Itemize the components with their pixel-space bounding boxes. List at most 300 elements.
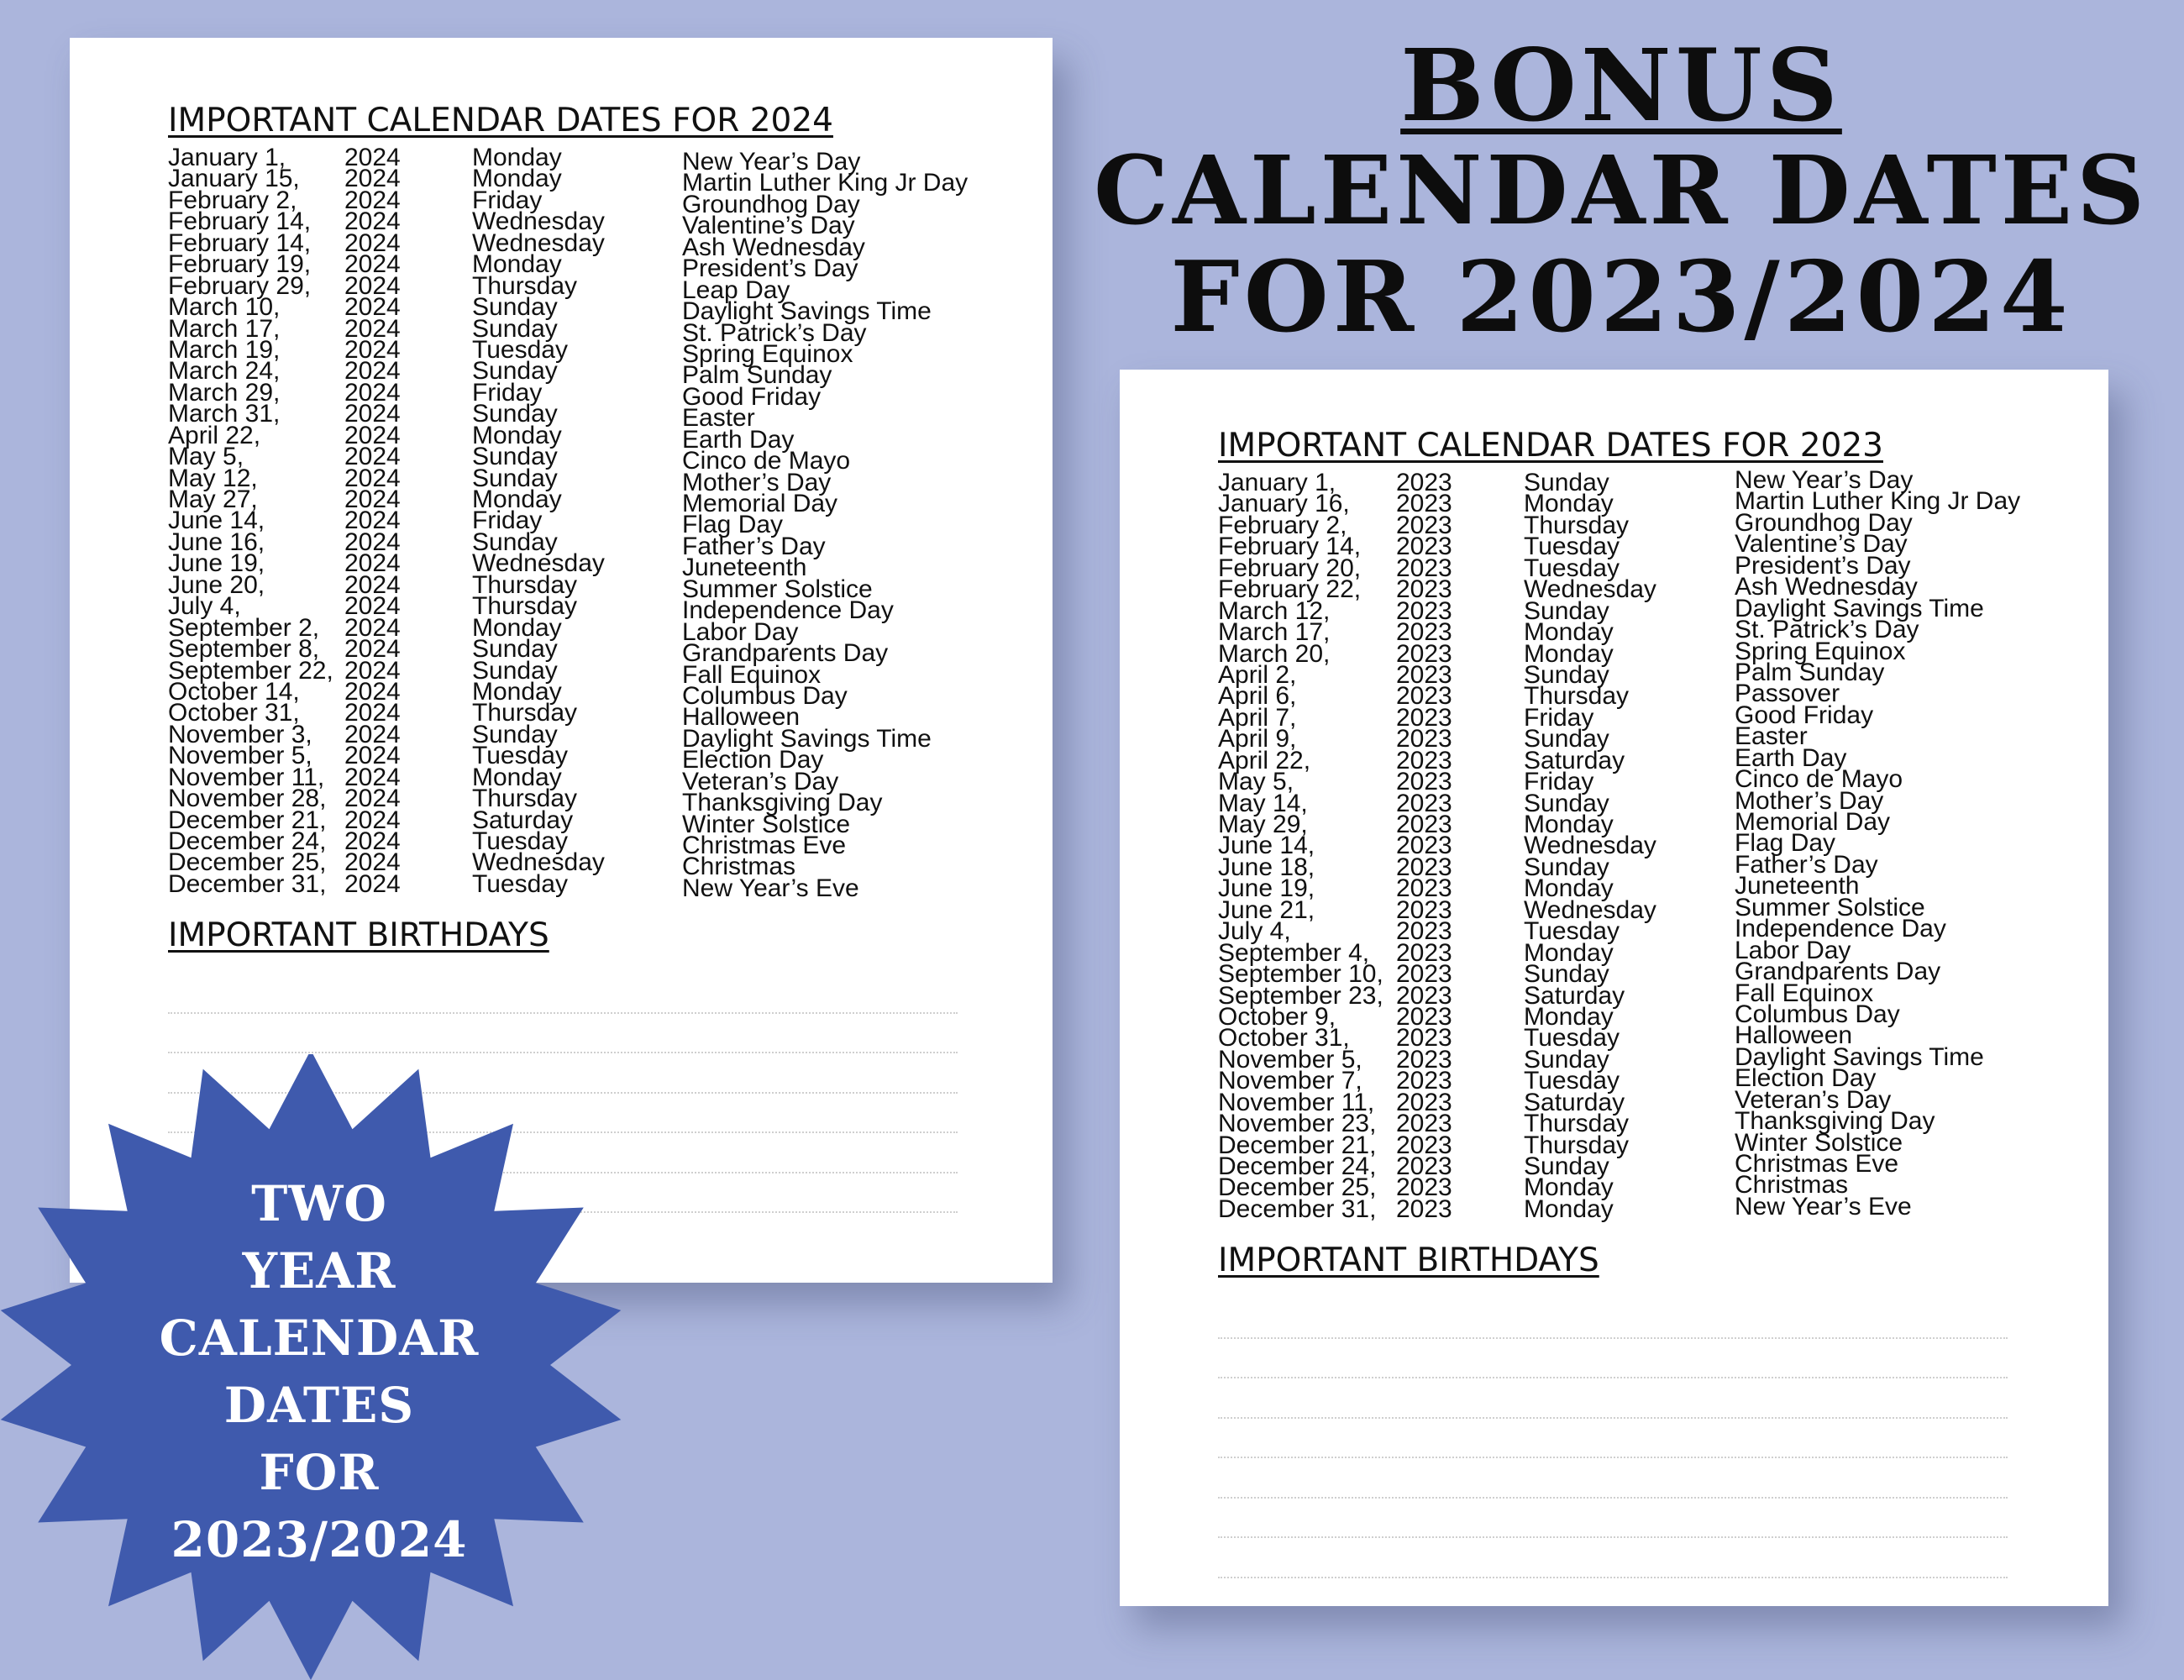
weekday-cell: Sunday [472,293,558,322]
table-row [168,443,1008,475]
holiday-cell: Daylight Savings Time [682,724,932,753]
blank-line [1218,1339,2008,1379]
year-cell: 2023 [1396,917,1452,946]
holiday-cell: Good Friday [682,382,822,411]
holiday-cell: Easter [682,404,755,433]
year-cell: 2023 [1396,725,1452,753]
table-row [168,293,1008,326]
headline-line-3: FOR 2023/2024 [1170,240,2072,354]
weekday-cell: Sunday [472,443,558,471]
table-row [1218,658,2058,689]
date-cell: December 21, [1218,1131,1377,1159]
date-cell: December 24, [1218,1152,1377,1180]
birthdays-title: IMPORTANT BIRTHDAYS [168,916,549,955]
table-row [168,486,1008,517]
weekday-cell: Wednesday [1524,832,1656,860]
year-cell: 2023 [1396,1088,1452,1116]
table-row [168,464,1008,496]
dates-table [1218,466,2058,1223]
holiday-cell: Grandparents Day [1735,958,1941,986]
holiday-cell: Cinco de Mayo [1735,765,1903,794]
year-cell: 2023 [1396,811,1452,838]
badge-line: YEAR [242,1242,396,1299]
weekday-cell: Tuesday [472,335,568,364]
date-cell: October 9, [1218,1002,1336,1031]
date-cell: November 28, [168,785,327,813]
date-cell: November 23, [1218,1110,1377,1138]
weekday-cell: Sunday [472,528,558,556]
holiday-cell: New Year’s Eve [682,874,859,902]
year-cell: 2024 [344,421,401,449]
date-cell: May 12, [168,464,258,492]
date-cell: March 31, [168,400,281,428]
holiday-cell: Grandparents Day [682,639,889,668]
birthdays-title: IMPORTANT BIRTHDAYS [1218,1242,1599,1280]
weekday-cell: Sunday [1524,1045,1609,1074]
year-cell: 2024 [344,335,401,364]
calendar-page-2023 [1120,370,2108,1606]
weekday-cell: Sunday [1524,596,1609,625]
weekday-cell: Tuesday [472,869,568,898]
year-cell: 2023 [1396,639,1452,668]
date-cell: March 20, [1218,639,1331,668]
holiday-cell: Earth Day [682,425,795,454]
weekday-cell: Tuesday [472,827,568,855]
year-cell: 2023 [1396,1045,1452,1074]
weekday-cell: Monday [472,421,562,449]
date-cell: April 22, [1218,746,1311,774]
holiday-cell: Groundhog Day [682,190,860,218]
table-row [1218,616,2058,647]
page-title: IMPORTANT CALENDAR DATES FOR 2024 [168,102,833,139]
date-cell: June 21, [1218,895,1315,924]
year-cell: 2024 [344,400,401,428]
date-cell: January 1, [168,144,286,171]
holiday-cell: President’s Day [1735,551,1911,580]
holiday-cell: Valentine’s Day [1735,530,1908,559]
holiday-cell: Christmas [1735,1171,1849,1200]
year-cell: 2023 [1396,832,1452,860]
year-cell: 2023 [1396,618,1452,647]
year-cell: 2024 [344,869,401,898]
weekday-cell: Thursday [472,785,578,813]
table-row [1218,722,2058,753]
weekday-cell: Monday [1524,938,1614,967]
holiday-cell: Election Day [682,746,824,774]
year-cell: 2023 [1396,490,1452,518]
year-cell: 2024 [344,486,401,513]
weekday-cell: Sunday [1524,660,1609,689]
table-row [168,570,1008,603]
date-cell: November 5, [168,742,312,770]
year-cell: 2023 [1396,1024,1452,1053]
date-cell: October 31, [1218,1024,1350,1053]
holiday-cell: St. Patrick’s Day [1735,616,1919,644]
holiday-cell: Easter [1735,722,1808,751]
table-row [168,357,1008,390]
badge-line: CALENDAR [159,1310,480,1367]
weekday-cell: Thursday [472,592,578,621]
year-cell: 2024 [344,250,401,279]
blank-line [1218,1299,2008,1339]
weekday-cell: Sunday [1524,725,1609,753]
holiday-cell: Christmas Eve [682,832,847,859]
date-cell: February 2, [168,186,297,214]
holiday-cell: Columbus Day [682,681,848,710]
year-cell: 2023 [1396,895,1452,924]
date-cell: February 14, [168,228,312,257]
holiday-cell: Christmas [682,853,796,881]
holiday-cell: Martin Luther King Jr Day [682,169,969,197]
year-cell: 2024 [344,186,401,214]
weekday-cell: Saturday [1524,746,1625,774]
year-cell: 2023 [1396,682,1452,711]
table-row [1218,1192,2058,1223]
year-cell: 2024 [344,144,401,171]
weekday-cell: Monday [472,250,562,279]
date-cell: November 11, [168,763,325,791]
date-cell: March 29, [168,378,281,407]
holiday-cell: Ash Wednesday [682,233,865,261]
weekday-cell: Monday [472,677,562,706]
date-cell: March 17, [1218,618,1331,647]
table-row [168,549,1008,582]
date-cell: March 19, [168,335,281,364]
weekday-cell: Wednesday [472,228,605,257]
year-cell: 2024 [344,613,401,642]
blank-line [1218,1538,2008,1578]
weekday-cell: Thursday [472,570,578,599]
year-cell: 2023 [1396,1110,1452,1138]
date-cell: April 6, [1218,682,1297,711]
weekday-cell: Sunday [1524,1152,1609,1180]
date-cell: June 14, [168,507,265,535]
weekday-cell: Monday [472,165,562,193]
holiday-cell: Veteran’s Day [682,767,839,795]
weekday-cell: Monday [1524,618,1614,647]
holiday-cell: Independence Day [1735,915,1946,943]
holiday-cell: Palm Sunday [682,361,832,390]
year-cell: 2023 [1396,874,1452,903]
date-cell: September 4, [1218,938,1370,967]
date-cell: December 25, [1218,1173,1377,1202]
holiday-cell: Juneteenth [682,554,807,582]
holiday-cell: Ash Wednesday [1735,573,1918,601]
dates-table [168,144,1008,902]
year-cell: 2024 [344,806,401,834]
holiday-cell: Thanksgiving Day [682,789,883,817]
holiday-cell: St. Patrick’s Day [682,318,867,347]
date-cell: April 22, [168,421,261,449]
year-cell: 2023 [1396,575,1452,604]
holiday-cell: New Year’s Day [1735,466,1914,494]
two-year-badge [0,1054,638,1680]
holiday-cell: Daylight Savings Time [682,297,932,326]
holiday-cell: Halloween [1735,1021,1853,1050]
weekday-cell: Sunday [472,656,558,685]
date-cell: May 27, [168,486,258,513]
weekday-cell: Sunday [472,314,558,343]
date-cell: April 9, [1218,725,1297,753]
year-cell: 2023 [1396,746,1452,774]
holiday-cell: Fall Equinox [1735,979,1874,1007]
bonus-headline [1092,27,2150,354]
weekday-cell: Thursday [1524,1131,1630,1159]
date-cell: April 7, [1218,703,1297,732]
year-cell: 2023 [1396,554,1452,582]
date-cell: November 7, [1218,1067,1362,1095]
date-cell: December 31, [168,869,327,898]
holiday-cell: Election Day [1735,1064,1877,1093]
date-cell: July 4, [168,592,241,621]
year-cell: 2023 [1396,1173,1452,1202]
weekday-cell: Sunday [472,720,558,748]
weekday-cell: Sunday [1524,960,1609,989]
holiday-cell: Passover [1735,680,1840,708]
holiday-cell: Columbus Day [1735,1000,1900,1028]
weekday-cell: Thursday [472,271,578,300]
weekday-cell: Thursday [1524,511,1630,539]
year-cell: 2024 [344,570,401,599]
date-cell: June 19, [1218,874,1315,903]
table-row [1218,850,2058,881]
holiday-cell: Groundhog Day [1735,508,1913,537]
date-cell: March 24, [168,357,281,386]
date-cell: September 2, [168,613,320,642]
date-cell: May 14, [1218,789,1308,817]
headline-line-2: CALENDAR DATES [1093,136,2150,246]
table-row [168,507,1008,539]
date-cell: May 5, [1218,768,1294,796]
weekday-cell: Wednesday [472,549,605,578]
holiday-cell: Father’s Day [1735,850,1878,879]
date-cell: June 18, [1218,853,1315,881]
headline-line-1: BONUS [1400,27,1842,144]
weekday-cell: Thursday [472,699,578,727]
holiday-cell: Valentine’s Day [682,212,855,240]
holiday-cell: Leap Day [682,276,790,304]
badge-line: 2023/2024 [171,1511,468,1568]
weekday-cell: Tuesday [1524,917,1620,946]
date-cell: June 20, [168,570,265,599]
weekday-cell: Saturday [472,806,574,834]
date-cell: January 15, [168,165,300,193]
year-cell: 2024 [344,827,401,855]
holiday-cell: Winter Solstice [1735,1128,1903,1157]
date-cell: September 8, [168,635,320,664]
date-cell: June 14, [1218,832,1315,860]
holiday-cell: Spring Equinox [682,339,853,368]
holiday-cell: Summer Solstice [682,575,873,603]
year-cell: 2024 [344,378,401,407]
blank-line [1218,1419,2008,1459]
date-cell: May 29, [1218,811,1308,838]
date-cell: February 14, [1218,533,1362,561]
year-cell: 2023 [1396,853,1452,881]
weekday-cell: Sunday [1524,789,1609,817]
weekday-cell: Monday [472,613,562,642]
date-cell: September 10, [1218,960,1383,989]
year-cell: 2023 [1396,511,1452,539]
date-cell: February 22, [1218,575,1362,604]
year-cell: 2024 [344,848,401,877]
holiday-cell: Daylight Savings Time [1735,1042,1984,1071]
table-row [168,271,1008,304]
table-row [1218,765,2058,796]
weekday-cell: Monday [472,144,562,171]
date-cell: February 14, [168,207,312,236]
table-row [168,869,1008,902]
date-cell: June 19, [168,549,265,578]
year-cell: 2023 [1396,1131,1452,1159]
year-cell: 2024 [344,357,401,386]
holiday-cell: Thanksgiving Day [1735,1107,1935,1136]
date-cell: September 22, [168,656,333,685]
year-cell: 2023 [1396,960,1452,989]
weekday-cell: Tuesday [1524,533,1620,561]
year-cell: 2024 [344,656,401,685]
year-cell: 2023 [1396,1002,1452,1031]
table-row [1218,979,2058,1010]
holiday-cell: New Year’s Eve [1735,1192,1912,1221]
year-cell: 2024 [344,464,401,492]
weekday-cell: Sunday [472,464,558,492]
weekday-cell: Sunday [1524,853,1609,881]
holiday-cell: Memorial Day [1735,808,1891,836]
date-cell: November 3, [168,720,312,748]
weekday-cell: Sunday [1524,469,1609,496]
blank-line [1218,1458,2008,1499]
year-cell: 2024 [344,207,401,236]
year-cell: 2023 [1396,469,1452,496]
weekday-cell: Friday [472,507,543,535]
date-cell: January 16, [1218,490,1350,518]
year-cell: 2024 [344,314,401,343]
holiday-cell: Flag Day [1735,829,1836,858]
weekday-cell: Monday [1524,874,1614,903]
holiday-cell: Daylight Savings Time [1735,594,1984,622]
holiday-cell: New Year’s Day [682,148,861,176]
weekday-cell: Sunday [472,400,558,428]
holiday-cell: Flag Day [682,511,784,539]
table-row [168,421,1008,454]
weekday-cell: Tuesday [1524,554,1620,582]
date-cell: July 4, [1218,917,1291,946]
badge-line: TWO [251,1175,387,1232]
weekday-cell: Tuesday [1524,1067,1620,1095]
date-cell: December 31, [1218,1194,1377,1223]
year-cell: 2023 [1396,981,1452,1010]
date-cell: December 24, [168,827,327,855]
table-row [168,400,1008,433]
year-cell: 2024 [344,785,401,813]
weekday-cell: Friday [1524,768,1594,796]
holiday-cell: President’s Day [682,255,858,283]
weekday-cell: Monday [1524,1002,1614,1031]
holiday-cell: Memorial Day [682,490,838,517]
holiday-cell: Earth Day [1735,743,1847,772]
page-title: IMPORTANT CALENDAR DATES FOR 2023 [1218,427,1883,465]
weekday-cell: Monday [1524,490,1614,518]
blank-line [168,974,958,1014]
year-cell: 2024 [344,763,401,791]
weekday-cell: Monday [472,763,562,791]
weekday-cell: Saturday [1524,981,1625,1010]
date-cell: February 2, [1218,511,1347,539]
badge-line: FOR [259,1444,380,1501]
holiday-cell: Labor Day [682,617,799,646]
table-row [1218,637,2058,668]
table-row [1218,594,2058,625]
holiday-cell: Spring Equinox [1735,637,1906,665]
date-cell: May 5, [168,443,244,471]
date-cell: January 1, [1218,469,1336,496]
weekday-cell: Thursday [1524,1110,1630,1138]
table-row [1218,829,2058,860]
weekday-cell: Thursday [1524,682,1630,711]
date-cell: February 19, [168,250,312,279]
year-cell: 2023 [1396,1194,1452,1223]
holiday-cell: Mother’s Day [1735,786,1884,815]
weekday-cell: Tuesday [1524,1024,1620,1053]
date-cell: March 17, [168,314,281,343]
year-cell: 2024 [344,443,401,471]
date-cell: September 23, [1218,981,1383,1010]
weekday-cell: Monday [1524,1194,1614,1223]
weekday-cell: Sunday [472,635,558,664]
date-cell: October 14, [168,677,300,706]
weekday-cell: Monday [1524,639,1614,668]
date-cell: December 21, [168,806,327,834]
year-cell: 2024 [344,271,401,300]
blank-line [168,1014,958,1054]
weekday-cell: Wednesday [1524,575,1656,604]
year-cell: 2024 [344,165,401,193]
year-cell: 2024 [344,549,401,578]
holiday-cell: Veteran’s Day [1735,1085,1892,1114]
holiday-cell: Good Friday [1735,701,1874,729]
holiday-cell: Father’s Day [682,532,826,560]
year-cell: 2024 [344,742,401,770]
date-cell: October 31, [168,699,300,727]
date-cell: December 25, [168,848,327,877]
weekday-cell: Monday [1524,1173,1614,1202]
holiday-cell: Halloween [682,703,801,732]
date-cell: April 2, [1218,660,1297,689]
weekday-cell: Sunday [472,357,558,386]
holiday-cell: Labor Day [1735,936,1851,964]
table-row [1218,701,2058,732]
year-cell: 2024 [344,507,401,535]
year-cell: 2024 [344,592,401,621]
year-cell: 2024 [344,677,401,706]
weekday-cell: Tuesday [472,742,568,770]
blank-line [1218,1378,2008,1419]
table-row [1218,680,2058,711]
weekday-cell: Saturday [1524,1088,1625,1116]
date-cell: November 11, [1218,1088,1375,1116]
weekday-cell: Wednesday [472,848,605,877]
holiday-cell: Summer Solstice [1735,893,1925,921]
year-cell: 2023 [1396,768,1452,796]
birthday-lines [1218,1299,2008,1578]
year-cell: 2024 [344,699,401,727]
table-row [168,335,1008,368]
year-cell: 2024 [344,228,401,257]
holiday-cell: Palm Sunday [1735,658,1885,686]
table-row [1218,786,2058,817]
date-cell: November 5, [1218,1045,1362,1074]
